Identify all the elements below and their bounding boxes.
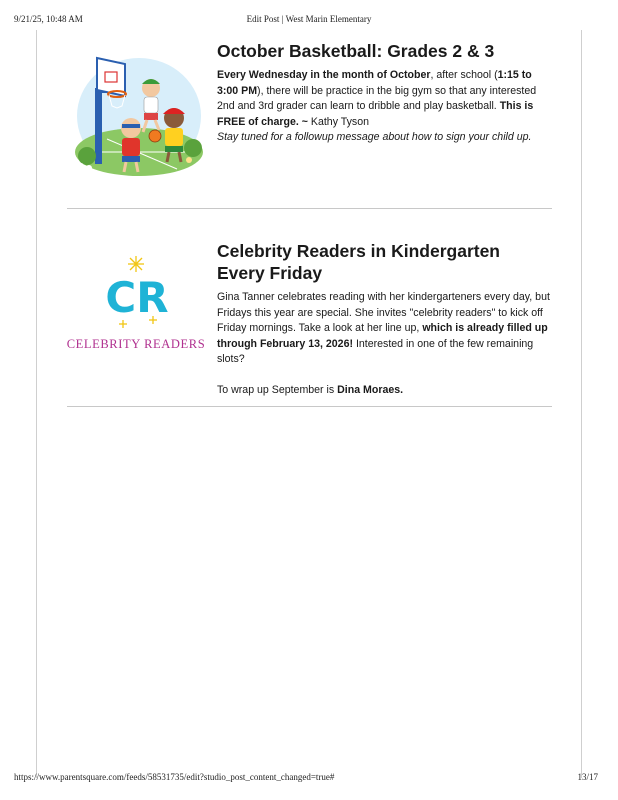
post-body bbox=[217, 68, 552, 146]
post-body bbox=[217, 290, 552, 398]
page-border-left bbox=[36, 30, 37, 778]
kids-basketball-illustration-icon bbox=[67, 44, 205, 176]
print-footer bbox=[14, 772, 604, 786]
logo-caption: CELEBRITY READERS bbox=[67, 337, 205, 351]
print-header bbox=[14, 14, 604, 28]
post-paragraph bbox=[217, 290, 552, 368]
bold-text: ~ bbox=[298, 115, 311, 128]
body-text: Gina Tanner celebrates reading with her kindergarteners every day, but Fridays this year are special. She invites "celebrity readers" to kick off Friday mornings. Take a look at her line up, bbox=[217, 291, 550, 334]
page-border-right bbox=[581, 30, 582, 778]
bold-text: Dina Moraes. bbox=[337, 383, 404, 396]
post-content bbox=[217, 40, 552, 146]
logo-letters: CR bbox=[105, 273, 169, 322]
bold-text: which is already filled up through February 13, 2026! bbox=[217, 322, 548, 350]
print-datetime: 9/21/25, 10:48 AM bbox=[14, 14, 83, 24]
italic-text: Stay tuned for a followup message about how to sign your child up. bbox=[217, 131, 532, 143]
bold-text: 1:15 to 3:00 PM bbox=[217, 69, 532, 97]
print-url: https://www.parentsquare.com/feeds/58531735/edit?studio_post_content_changed=true# bbox=[14, 772, 335, 782]
celebrity-readers-logo-icon bbox=[67, 250, 205, 370]
post-paragraph bbox=[217, 68, 552, 130]
bold-text: This is FREE of charge. bbox=[217, 100, 534, 128]
post-content bbox=[217, 240, 552, 398]
body-text: , after school ( bbox=[430, 69, 498, 81]
body-text: Interested in one of the few remaining slots? bbox=[217, 337, 534, 365]
bold-text: Every Wednesday in the month of October bbox=[217, 69, 431, 81]
post-paragraph bbox=[217, 130, 552, 146]
post-divider bbox=[67, 406, 552, 407]
print-page-number: 13/17 bbox=[577, 772, 598, 782]
post-divider bbox=[67, 208, 552, 209]
body-text: ), there will be practice in the big gym so that any interested 2nd and 3rd grader can learn to dribble and play basketball. bbox=[217, 84, 537, 112]
post-title: October Basketball: Grades 2 & 3 bbox=[217, 41, 495, 61]
post-title: Celebrity Readers in Kindergarten Every Friday bbox=[217, 241, 500, 283]
print-page-title: Edit Post | West Marin Elementary bbox=[246, 14, 372, 24]
body-text: To wrap up September is bbox=[217, 383, 338, 396]
body-text: Kathy Tyson bbox=[310, 115, 370, 128]
post-paragraph bbox=[217, 383, 552, 399]
